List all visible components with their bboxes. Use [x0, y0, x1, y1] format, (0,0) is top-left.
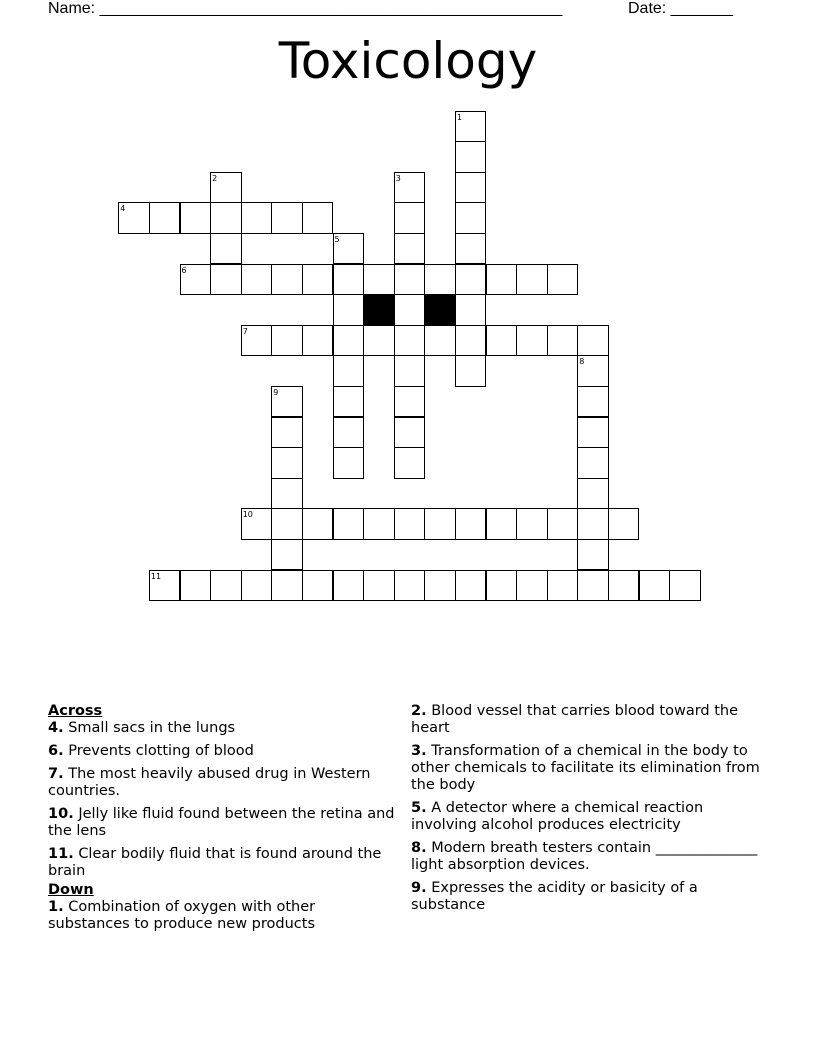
clue-number: 9 — [411, 880, 422, 896]
cell-number: 10 — [242, 510, 253, 520]
grid-cell[interactable] — [486, 508, 518, 540]
clue-down-8: 8. Modern breath testers contain ______________ light absorption devices. — [411, 840, 758, 873]
clue-text: Clear bodily fluid that is found around the brain — [48, 846, 382, 879]
grid-cell[interactable] — [547, 570, 579, 602]
cell-number: 8 — [579, 357, 585, 367]
grid-cell[interactable] — [333, 294, 365, 326]
grid-cell[interactable] — [516, 264, 548, 296]
grid-cell[interactable] — [210, 233, 242, 265]
clue-down-1: 1. Combination of oxygen with other substances to produce new products — [48, 899, 316, 932]
grid-cell[interactable] — [271, 478, 303, 510]
clue-number: 1 — [48, 899, 59, 915]
grid-cell[interactable] — [271, 202, 303, 234]
grid-cell[interactable] — [577, 325, 609, 357]
cell-number: 11 — [150, 571, 162, 581]
clue-text: Expresses the acidity or basicity of a substance — [411, 880, 698, 913]
grid-cell[interactable] — [639, 570, 671, 602]
grid-cell[interactable] — [424, 325, 456, 357]
grid-cell[interactable] — [455, 508, 487, 540]
grid-cell[interactable] — [455, 202, 487, 234]
cell-number: 3 — [395, 173, 401, 183]
grid-cell[interactable] — [455, 141, 487, 173]
grid-cell[interactable] — [394, 325, 426, 357]
clue-across-10: 10. Jelly like fluid found between the retina and the lens — [48, 806, 395, 839]
grid-cell[interactable] — [271, 570, 303, 602]
grid-cell[interactable] — [547, 264, 579, 296]
grid-cell[interactable] — [333, 264, 365, 296]
grid-cell[interactable] — [363, 264, 395, 296]
grid-cell[interactable] — [333, 508, 365, 540]
grid-cell[interactable] — [516, 325, 548, 357]
grid-cell[interactable] — [210, 264, 242, 296]
clue-across-6: 6. Prevents clotting of blood — [48, 743, 254, 759]
clues-left-column — [48, 703, 398, 939]
grid-cell[interactable] — [669, 570, 701, 602]
grid-cell[interactable] — [394, 355, 426, 387]
grid-cell[interactable] — [302, 202, 334, 234]
clue-down-3: 3. Transformation of a chemical in the body to other chemicals to facilitate its elimination from the body — [411, 743, 760, 793]
cell-number: 6 — [181, 265, 187, 275]
clue-text: Transformation of a chemical in the body to other chemicals to facilitate its elimination from the body — [411, 743, 760, 793]
grid-cell[interactable] — [241, 202, 273, 234]
grid-cell[interactable] — [577, 417, 609, 449]
grid-cell[interactable] — [363, 570, 395, 602]
grid-cell[interactable] — [424, 570, 456, 602]
grid-cell[interactable] — [577, 447, 609, 479]
grid-cell[interactable] — [455, 233, 487, 265]
grid-cell[interactable] — [333, 417, 365, 449]
grid-cell[interactable] — [210, 570, 242, 602]
clue-number: 5 — [411, 800, 422, 816]
grid-cell[interactable] — [333, 355, 365, 387]
across-heading: Across — [48, 703, 103, 719]
clue-text: Small sacs in the lungs — [68, 720, 236, 736]
black-cell — [424, 294, 456, 326]
grid-cell[interactable] — [577, 386, 609, 418]
clue-across-4: 4. Small sacs in the lungs — [48, 720, 236, 736]
grid-cell[interactable] — [271, 325, 303, 357]
clue-number: 7 — [48, 766, 59, 782]
grid-cell[interactable] — [547, 508, 579, 540]
cell-number: 7 — [242, 326, 248, 336]
clue-number: 2 — [411, 703, 422, 719]
grid-cell[interactable] — [271, 508, 303, 540]
grid-cell[interactable] — [271, 539, 303, 571]
grid-cell[interactable] — [486, 264, 518, 296]
grid-cell[interactable] — [180, 202, 212, 234]
clue-text: Prevents clotting of blood — [68, 743, 254, 759]
grid-cell[interactable] — [516, 570, 548, 602]
clue-number: 6 — [48, 743, 59, 759]
grid-cell[interactable] — [455, 264, 487, 296]
grid-cell[interactable] — [302, 325, 334, 357]
clue-down-9: 9. Expresses the acidity or basicity of a substance — [411, 880, 698, 913]
grid-cell[interactable] — [333, 386, 365, 418]
grid-cell[interactable] — [394, 417, 426, 449]
date-field-label: Date: _______ — [628, 0, 733, 17]
clues-right-column — [411, 703, 761, 920]
grid-cell[interactable] — [302, 570, 334, 602]
clue-text: Jelly like fluid found between the retina and the lens — [48, 806, 395, 839]
grid-cell[interactable] — [333, 570, 365, 602]
grid-cell[interactable] — [394, 202, 426, 234]
clue-across-11: 11. Clear bodily fluid that is found around the brain — [48, 846, 382, 879]
grid-cell[interactable] — [241, 264, 273, 296]
grid-cell[interactable] — [394, 264, 426, 296]
clue-text: Modern breath testers contain ______________ light absorption devices. — [411, 840, 758, 873]
clue-down-2: 2. Blood vessel that carries blood toward the heart — [411, 703, 739, 736]
grid-cell[interactable] — [394, 294, 426, 326]
grid-cell[interactable] — [455, 172, 487, 204]
cell-number: 9 — [273, 387, 279, 397]
grid-cell[interactable] — [486, 570, 518, 602]
grid-cell[interactable] — [149, 202, 181, 234]
grid-cell[interactable] — [210, 202, 242, 234]
grid-cell[interactable] — [333, 447, 365, 479]
down-heading: Down — [48, 882, 94, 898]
cell-number: 4 — [120, 204, 126, 214]
grid-cell[interactable] — [516, 508, 548, 540]
grid-cell[interactable] — [394, 570, 426, 602]
clue-across-7: 7. The most heavily abused drug in Western countries. — [48, 766, 371, 799]
grid-cell[interactable] — [271, 417, 303, 449]
grid-cell[interactable] — [271, 264, 303, 296]
clue-number: 8 — [411, 840, 422, 856]
grid-cell[interactable] — [302, 264, 334, 296]
grid-cell[interactable] — [424, 264, 456, 296]
grid-cell[interactable] — [424, 508, 456, 540]
grid-cell[interactable] — [455, 570, 487, 602]
clue-number: 11 — [48, 846, 69, 862]
grid-cell[interactable] — [363, 325, 395, 357]
black-cell — [363, 294, 395, 326]
clue-down-5: 5. A detector where a chemical reaction involving alcohol produces electricity — [411, 800, 704, 833]
grid-cell[interactable] — [333, 325, 365, 357]
grid-cell[interactable] — [455, 325, 487, 357]
grid-cell[interactable] — [394, 508, 426, 540]
grid-cell[interactable] — [271, 447, 303, 479]
grid-cell[interactable] — [302, 508, 334, 540]
grid-cell[interactable] — [394, 233, 426, 265]
grid-cell[interactable] — [363, 508, 395, 540]
grid-cell[interactable] — [455, 355, 487, 387]
clue-number: 4 — [48, 720, 59, 736]
grid-cell[interactable] — [547, 325, 579, 357]
clue-text: The most heavily abused drug in Western countries. — [48, 766, 371, 799]
grid-cell[interactable] — [455, 294, 487, 326]
grid-cell[interactable] — [180, 570, 212, 602]
grid-cell[interactable] — [394, 386, 426, 418]
page-title: Toxicology — [278, 32, 538, 90]
grid-cell[interactable] — [577, 539, 609, 571]
grid-cell[interactable] — [608, 570, 640, 602]
clue-number: 3 — [411, 743, 422, 759]
cell-number: 1 — [456, 112, 462, 122]
cell-number: 2 — [212, 173, 218, 183]
grid-cell[interactable] — [577, 508, 609, 540]
cell-number: 5 — [334, 234, 340, 244]
grid-cell[interactable] — [394, 447, 426, 479]
clue-text: A detector where a chemical reaction involving alcohol produces electricity — [411, 800, 704, 833]
grid-cell[interactable] — [486, 325, 518, 357]
name-field-label: Name: ____________________________________________________ — [48, 0, 563, 17]
grid-cell[interactable] — [608, 508, 640, 540]
clue-text: Combination of oxygen with other substances to produce new products — [48, 899, 316, 932]
grid-cell[interactable] — [577, 478, 609, 510]
grid-cell[interactable] — [577, 570, 609, 602]
clue-text: Blood vessel that carries blood toward the heart — [411, 703, 739, 736]
clue-number: 10 — [48, 806, 69, 822]
grid-cell[interactable] — [241, 570, 273, 602]
